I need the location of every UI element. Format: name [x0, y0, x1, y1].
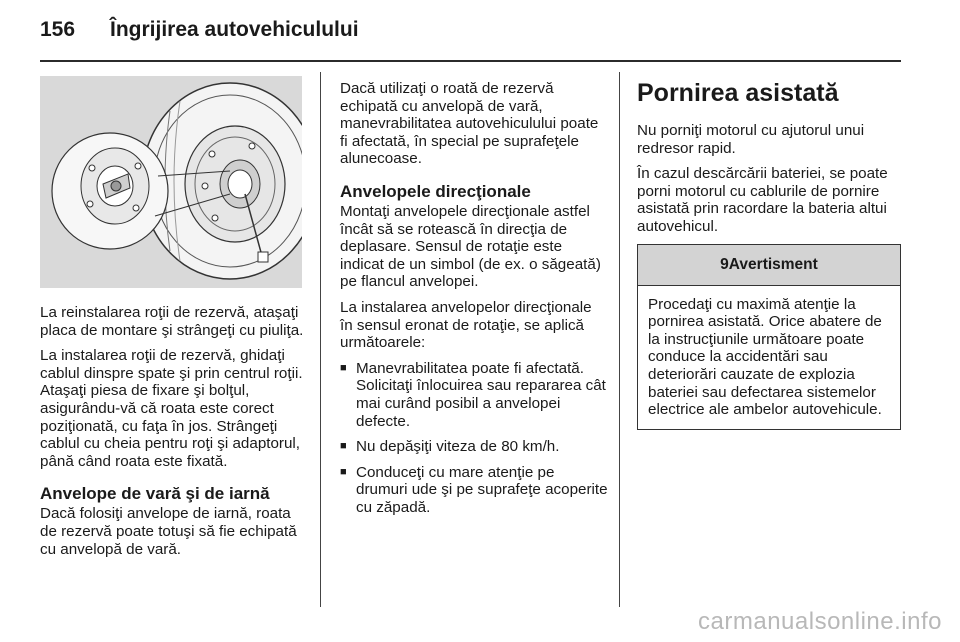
bullet-list	[340, 360, 608, 517]
bullet-icon: ■	[340, 361, 347, 374]
paragraph-directional-mounting: Montaţi anvelopele direcţionale astfel încât să se rotească în direcţia de deplasare. Sensul de rotaţie este indicat de un simbol (de ex. o săgeată) pe flancul anvelopei.	[340, 202, 601, 291]
heading-summer-winter-tyres: Anvelope de vară şi de iarnă	[40, 484, 270, 504]
paragraph-jump-cables: În cazul descărcării bateriei, se poate porni motorul cu cablurile de pornire asistată prin racordare la bateria altui autovehicul.	[637, 165, 888, 235]
section-title-jump-start: Pornirea asistată	[637, 79, 839, 107]
spare-wheel-drawing	[40, 76, 302, 288]
column-3	[637, 78, 901, 430]
watermark: carmanualsonline.info	[698, 608, 942, 635]
paragraph-install-cable: La instalarea roţii de rezervă, ghidaţi cablul dinspre spate şi prin centrul roţii. Ataşaţi piesa de fixare şi bolţul, asigurându-vă că roata este corect poziţionată, cu faţa în jos. Strângeţi cablul cu cheia pentru roţi şi adaptorul, până când roata este fixată.	[40, 347, 303, 470]
heading-directional-tyres: Anvelopele direcţionale	[340, 181, 531, 201]
warning-triangle-icon: 9	[720, 255, 729, 273]
warning-header	[638, 245, 900, 286]
warning-box	[637, 244, 901, 430]
warning-body: Procedaţi cu maximă atenţie la pornirea asistată. Orice abatere de la instrucţiunile următoare poate conduce la accidentări sau deteriorări cauzate de explozia bateriei sau defectarea sistemelor electrice ale ambelor autovehicule.	[648, 295, 882, 419]
bullet-icon: ■	[340, 465, 347, 478]
bullet-icon: ■	[340, 440, 347, 453]
paragraph-winter-tyres: Dacă folosiţi anvelope de iarnă, roata de rezervă poate totuşi să fie echipată cu anvelopă de vară.	[40, 505, 297, 558]
paragraph-no-fast-charger: Nu porniţi motorul cu ajutorul unui redresor rapid.	[637, 122, 865, 157]
paragraph-reinstall: La reinstalarea roţii de rezervă, ataşaţi placa de montare şi strângeţi cu piuliţa.	[40, 304, 304, 339]
list-item: ■ Manevrabilitatea poate fi afectată. Solicitaţi înlocuirea sau repararea cât mai curând posibil a anvelopei defecte.	[340, 359, 606, 430]
list-item: ■ Conduceţi cu mare atenţie pe drumuri ude şi pe suprafeţe acoperite cu zăpadă.	[340, 463, 608, 516]
list-item: ■ Nu depăşiţi viteza de 80 km/h.	[340, 438, 560, 456]
page-header	[40, 18, 359, 42]
paragraph-summer-spare: Dacă utilizaţi o roată de rezervă echipată cu anvelopă de vară, manevrabilitatea autovehiculului poate fi afectată, în special pe suprafeţele alunecoase.	[340, 80, 599, 168]
warning-title: Avertisment	[728, 255, 818, 273]
header-rule	[40, 60, 901, 62]
column-1	[40, 304, 306, 566]
column-divider-1	[320, 72, 321, 607]
paragraph-wrong-rotation: La instalarea anvelopelor direcţionale în sensul eronat de rotaţie, se aplică următoarele:	[340, 298, 592, 352]
column-divider-2	[619, 72, 620, 607]
page-number: 156	[40, 18, 76, 41]
column-2	[340, 80, 608, 524]
spare-wheel-illustration	[40, 76, 302, 288]
chapter-title: Îngrijirea autovehiculului	[110, 18, 359, 41]
